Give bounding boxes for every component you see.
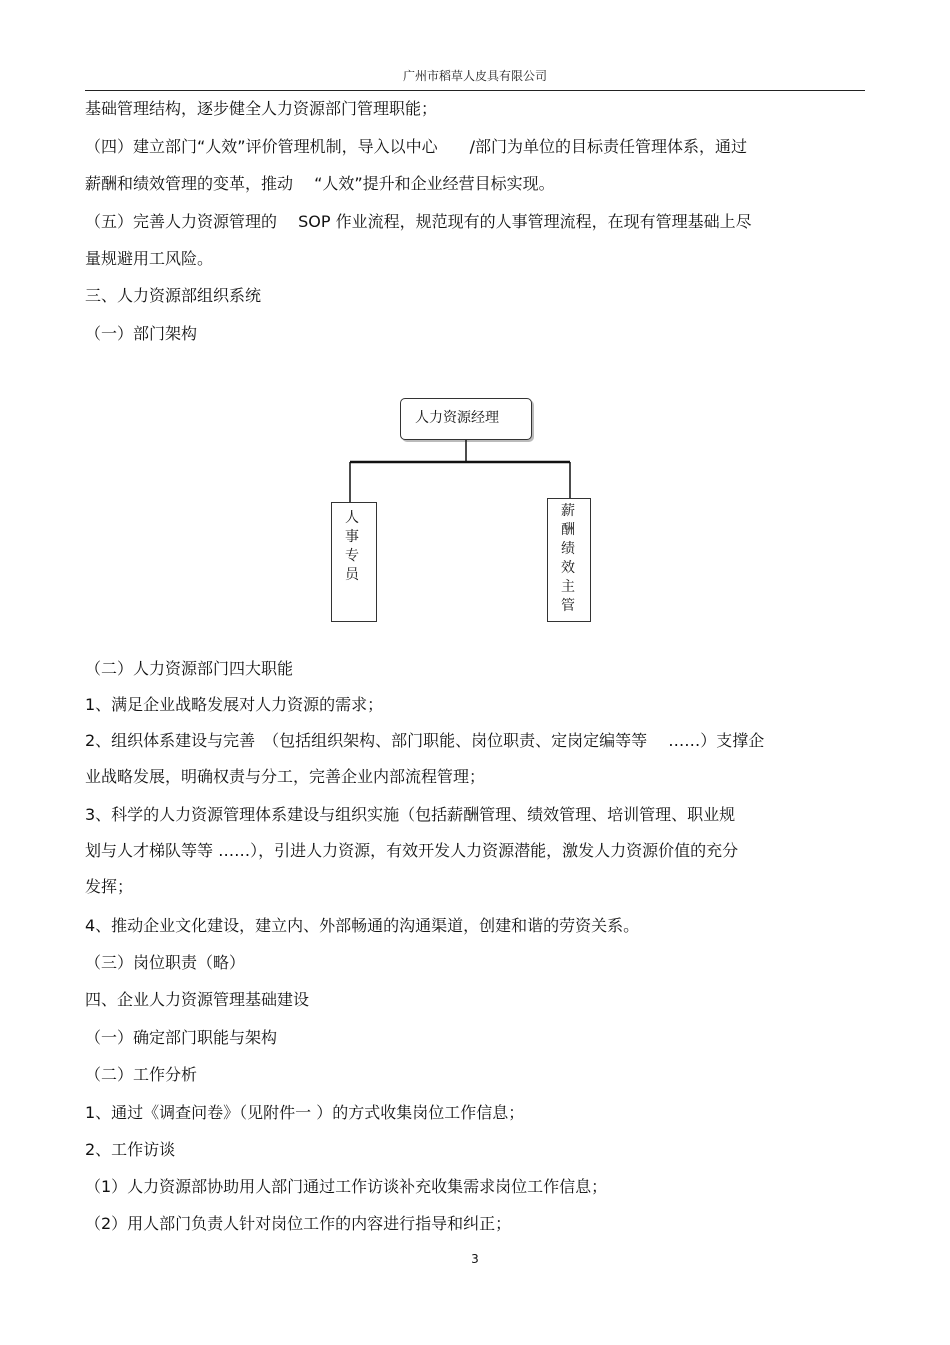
- text-line: 量规避用工风险。: [85, 249, 214, 268]
- text-line: 1、通过《调查问卷》（见附件一 ）的方式收集岗位工作信息；: [85, 1103, 525, 1122]
- text-line: 3、科学的人力资源管理体系建设与组织实施（包括薪酬管理、绩效管理、培训管理、职业规: [85, 805, 736, 824]
- text-line: 4、推动企业文化建设，建立内、外部畅通的沟通渠道，创建和谐的劳资关系。: [85, 916, 640, 935]
- text-line: 基础管理结构，逐步健全人力资源部门管理职能；: [85, 99, 438, 118]
- subsection-heading: （三）岗位职责（略）: [85, 953, 246, 972]
- text-line: （四）建立部门“人效”评价管理机制，导入以中心 /部门为单位的目标责任管理体系，通过: [85, 137, 747, 156]
- section-heading: 三、人力资源部组织系统: [85, 286, 262, 305]
- text-line: 1、满足企业战略发展对人力资源的需求；: [85, 695, 384, 714]
- org-box-compensation-supervisor-label: 薪酬绩效主管: [561, 503, 575, 614]
- subsection-heading: （一）确定部门职能与架构: [85, 1028, 278, 1047]
- page-number: 3: [471, 1252, 479, 1266]
- text-line: 业战略发展，明确权责与分工，完善企业内部流程管理；: [85, 767, 486, 786]
- org-box-compensation-supervisor: [547, 498, 591, 622]
- section-heading: 四、企业人力资源管理基础建设: [85, 990, 310, 1009]
- org-box-hr-specialist: [331, 502, 377, 622]
- text-line: 划与人才梯队等等 ……），引进人力资源，有效开发人力资源潜能，激发人力资源价值的充分: [85, 841, 739, 860]
- text-line: 发挥；: [85, 877, 134, 896]
- text-line: （1）人力资源部协助用人部门通过工作访谈补充收集需求岗位工作信息；: [85, 1177, 608, 1196]
- text-line: 2、工作访谈: [85, 1140, 176, 1159]
- org-connectors: [0, 0, 950, 640]
- page-header: 广州市稻草人皮具有限公司: [402, 69, 547, 83]
- text-line: （2）用人部门负责人针对岗位工作的内容进行指导和纠正；: [85, 1214, 512, 1233]
- subsection-heading: （二）工作分析: [85, 1065, 198, 1084]
- text-line: 2、组织体系建设与完善 （包括组织架构、部门职能、岗位职责、定岗定编等等 ……）支撑企: [85, 731, 765, 750]
- org-box-hr-specialist-label: 人事专员: [345, 510, 359, 583]
- text-line: （五）完善人力资源管理的 SOP 作业流程，规范现有的人事管理流程，在现有管理基础上尽: [85, 212, 752, 231]
- text-line: 薪酬和绩效管理的变革，推动 “人效”提升和企业经营目标实现。: [85, 174, 555, 193]
- subsection-heading: （一）部门架构: [85, 324, 198, 343]
- org-box-manager-label: 人力资源经理: [415, 410, 499, 426]
- subsection-heading: （二）人力资源部门四大职能: [85, 659, 294, 678]
